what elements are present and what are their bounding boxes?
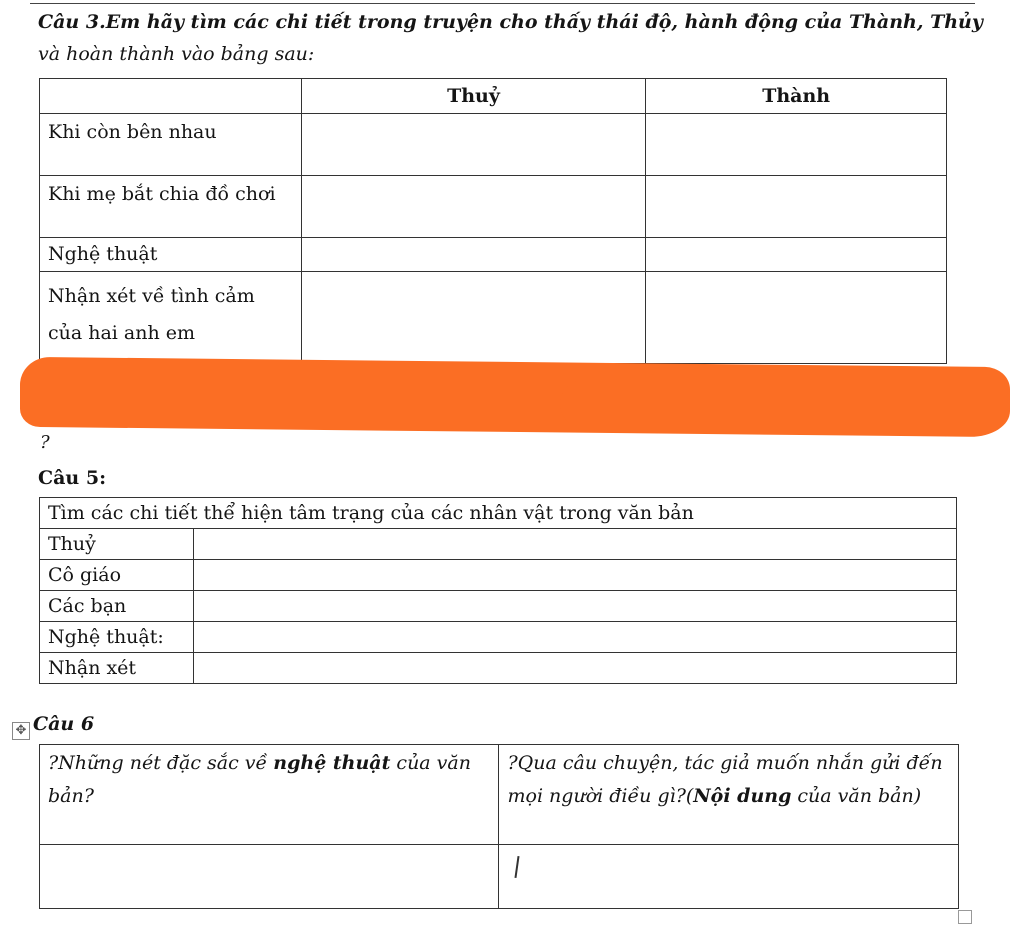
table-row	[40, 114, 947, 176]
answer-cell[interactable]	[193, 591, 956, 622]
table-row	[40, 560, 957, 591]
question-6-left-prompt	[40, 745, 499, 845]
row-label: Nghệ thuật:	[40, 622, 194, 653]
prompt-bold-text: Nội dung	[693, 785, 792, 807]
top-border-line	[30, 0, 975, 4]
table-row	[40, 622, 957, 653]
table-row	[40, 238, 947, 272]
row-label: Các bạn	[40, 591, 194, 622]
table-row	[40, 653, 957, 684]
table-header-row	[40, 498, 957, 529]
question-3-label: Câu 3.	[38, 11, 106, 33]
prompt-text: của văn bản?	[48, 752, 471, 807]
prompt-text: ?Những nét đặc sắc về	[48, 752, 274, 774]
answer-cell[interactable]	[301, 272, 646, 364]
question-6-title: Câu 6	[33, 713, 95, 735]
row-label-line1: Nhận xét về tình cảm	[48, 285, 255, 307]
table-header-row	[40, 79, 947, 114]
table-row	[40, 272, 947, 364]
answer-cell[interactable]	[646, 272, 947, 364]
row-label-line2: của hai anh em	[48, 322, 196, 344]
answer-cell[interactable]	[301, 114, 646, 176]
answer-cell[interactable]	[193, 622, 956, 653]
row-label: Nghệ thuật	[40, 238, 302, 272]
row-label	[40, 272, 302, 364]
table-header-empty	[40, 79, 302, 114]
row-label: Cô giáo	[40, 560, 194, 591]
question-5-title: Câu 5:	[38, 467, 107, 489]
table-row	[40, 176, 947, 238]
prompt-text: ?Qua câu chuyện, tác giả muốn nhắn gửi đến mọi người điều gì?(	[507, 752, 943, 807]
move-handle-icon[interactable]: ✥	[12, 722, 30, 740]
question-6-right-prompt	[499, 745, 959, 845]
row-label: Thuỷ	[40, 529, 194, 560]
row-label: Nhận xét	[40, 653, 194, 684]
answer-cell[interactable]	[646, 114, 947, 176]
table-header-thanh: Thành	[646, 79, 947, 114]
row-label: Khi mẹ bắt chia đồ chơi	[40, 176, 302, 238]
question-3-text: Em hãy tìm các chi tiết trong truyện cho thấy thái độ, hành động của Thành, Thủy	[105, 11, 983, 33]
question-3-table	[39, 78, 947, 364]
question-5-table-header: Tìm các chi tiết thể hiện tâm trạng của các nhân vật trong văn bản	[40, 498, 957, 529]
answer-cell[interactable]	[193, 653, 956, 684]
prompt-text: của văn bản)	[791, 785, 922, 807]
answer-cell[interactable]	[646, 238, 947, 272]
answer-cell[interactable]	[193, 560, 956, 591]
answer-cell[interactable]	[646, 176, 947, 238]
orange-redaction-scribble	[560, 380, 1010, 428]
table-row	[40, 591, 957, 622]
answer-cell[interactable]	[499, 845, 959, 909]
question-6-table	[39, 744, 959, 909]
answer-cell[interactable]	[301, 238, 646, 272]
table-header-thuy: Thuỷ	[301, 79, 646, 114]
question-3-prompt	[38, 6, 988, 70]
table-row	[40, 529, 957, 560]
table-row	[40, 845, 959, 909]
answer-cell[interactable]	[40, 845, 499, 909]
stray-question-mark: ?	[40, 432, 50, 453]
table-header-row	[40, 745, 959, 845]
prompt-bold-text: nghệ thuật	[273, 752, 391, 774]
question-3-text-line2: và hoàn thành vào bảng sau:	[38, 43, 315, 65]
answer-cell[interactable]	[301, 176, 646, 238]
row-label: Khi còn bên nhau	[40, 114, 302, 176]
question-5-table	[39, 497, 957, 684]
answer-cell[interactable]	[193, 529, 956, 560]
table-resize-handle[interactable]	[958, 910, 972, 924]
